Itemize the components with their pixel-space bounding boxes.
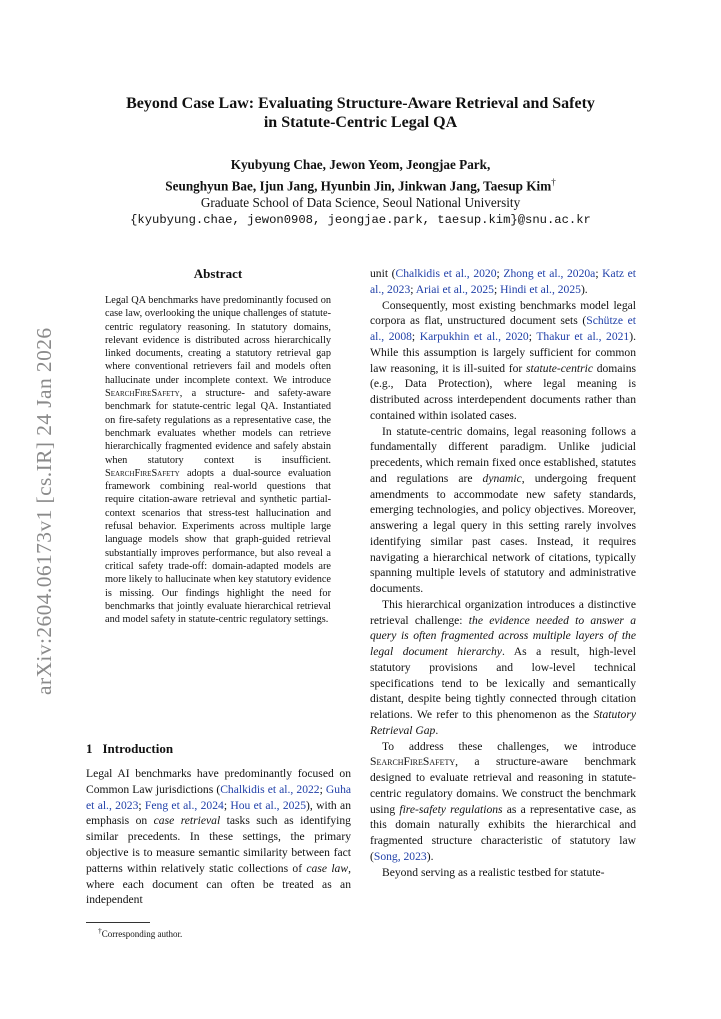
body-text: ;: [223, 798, 231, 812]
abstract-heading: Abstract: [193, 266, 243, 281]
body-text: . As a result, high-level statutory provisions and low-level technical specifications tend to be lexically and semantically distant, despite being tightly connected through citation relations. We refer to this phenomenon as the: [370, 645, 636, 721]
emphasis-text: case law: [306, 861, 349, 875]
abstract-text-3: adopts a dual-source evaluation framework combining real-world questions that require citation-aware retrieval and synthetic partial-context scenarios that stress-test hallucination and refusal behavior. Experiments across multiple large language models show that graph-guided retrieval substantially improves performance, but also reveal a critical safety trade-off: domain-adapted models are more likely to hallucinate when key statutory evidence is missing. Our findings highlight the need for benchmarks that jointly evaluate hierarchical retrieval and model safety in statute-centric regulatory settings.: [105, 467, 331, 626]
body-text: ;: [319, 782, 326, 796]
citation-link[interactable]: Chalkidis et al., 2020: [395, 267, 497, 280]
body-text: ). While this assumption is largely sufficient for common law reasoning, it is ill-suited for: [370, 330, 636, 375]
paragraph: [370, 424, 636, 597]
body-text: ), with an emphasis on: [86, 798, 351, 828]
section-title: Introduction: [102, 741, 174, 756]
body-text: domains (e.g., Data Protection), where legal meaning is distributed across interdependent documents rather than contained within isolated cases.: [370, 361, 637, 422]
paragraph: [370, 597, 636, 739]
abstract-text-1: Legal QA benchmarks have predominantly focused on case law, overlooking the unique challenges of statute-centric regulatory reasoning. In statutory domains, relevant evidence is distributed across hierarchically linked documents, creating a statutory retrieval gap where conventional retrievers fail and models often hallucinate under incomplete context. We introduce: [105, 295, 331, 386]
arxiv-sidebar: [12, 300, 56, 700]
affiliation: Graduate School of Data Science, Seoul National University: [200, 195, 521, 211]
footnote-rule: [86, 922, 150, 923]
body-text: Beyond serving as a realistic testbed for statute-: [382, 865, 605, 879]
author-block: [90, 156, 631, 229]
paragraph: [370, 739, 636, 865]
body-text: ;: [410, 282, 416, 296]
emphasis-text: fire-safety regulations: [399, 802, 503, 816]
body-text: ;: [493, 282, 501, 296]
citation-link[interactable]: Ariai et al., 2025: [415, 282, 494, 296]
benchmark-name: SearchFireSafety: [105, 388, 180, 400]
citation-link[interactable]: Thakur et al., 2021: [536, 330, 630, 343]
abstract-body: [105, 294, 331, 626]
citation-link[interactable]: Katz et al., 2023: [370, 267, 637, 296]
body-text: ).: [580, 282, 588, 296]
intro-right-column: [370, 266, 636, 880]
citation-link[interactable]: Chalkidis et al., 2022: [220, 782, 320, 796]
body-text: ).: [426, 849, 434, 863]
citation-link[interactable]: Schütze et al., 2008: [370, 314, 636, 343]
citation-link[interactable]: Guha et al., 2023: [86, 782, 352, 812]
abstract-text-2: , a structure- and safety-aware benchmark for statute-centric legal QA. Instantiated on fire-safety regulations as a representative case, the benchmark evaluates whether models can retrieve hierarchically fragmented evidence and safely abstain when statutory context is insufficient.: [105, 388, 331, 466]
benchmark-name: SearchFireSafety: [370, 755, 456, 769]
emphasis-text: statute-centric: [526, 361, 593, 375]
body-text: unit (: [370, 267, 396, 280]
body-text: This hierarchical organization introduces a distinctive retrieval challenge:: [370, 597, 636, 627]
body-text: as a representative case, as this domain naturally exhibits the hierarchical and fragmented structure characteristic of statutory law (: [370, 802, 636, 863]
citation-link[interactable]: Feng et al., 2024: [144, 798, 224, 812]
footnote: [98, 926, 182, 939]
body-text: ;: [528, 330, 537, 343]
title-line-2: in Statute-Centric Legal QA: [263, 114, 458, 131]
body-text: tasks such as identifying similar precedents. In these settings, the primary objective is to measure semantic similarity between fact patterns within relatively static collections of: [86, 814, 351, 875]
paragraph: [370, 266, 636, 298]
citation-link[interactable]: Hou et al., 2025: [230, 798, 307, 812]
author-emails: {kyubyung.chae, jewon0908, jeongjae.park, taesup.kim}@snu.ac.kr: [130, 212, 591, 227]
paper-title: [90, 94, 631, 132]
authors-line-2-text: Seunghyun Bae, Ijun Jang, Hyunbin Jin, Jinkwan Jang, Taesup Kim: [165, 177, 552, 193]
emphasis-text: dynamic: [482, 471, 522, 485]
body-text: ;: [411, 330, 420, 343]
citation-link[interactable]: Hindi et al., 2025: [500, 282, 581, 296]
citation-link[interactable]: Zhong et al., 2020a: [503, 267, 596, 280]
section-heading-introduction: [86, 741, 173, 757]
footnote-text: Corresponding author.: [101, 929, 183, 939]
paragraph: [370, 298, 636, 424]
authors-line-2: [90, 174, 631, 195]
emphasis-text: Statutory Retrieval Gap: [370, 708, 636, 737]
body-text: ;: [496, 267, 504, 280]
footnote-mark: †: [98, 926, 102, 935]
authors-line-1: Kyubyung Chae, Jewon Yeom, Jeongjae Park,: [230, 157, 491, 172]
body-text: ;: [138, 798, 145, 812]
body-text: ;: [595, 267, 603, 280]
body-text: , undergoing frequent amendments to accommodate new safety standards, emerging technologies, and policy objectives. Moreover, answering a legal query in this setting rarely involves identifying similar past cases. Instead, it requires navigating a hierarchical network of citations, typically spanning multiple levels of statutory and administrative documents.: [370, 471, 636, 595]
corresponding-dagger: †: [551, 176, 556, 187]
emphasis-text: the evidence needed to answer a query is often fragmented across multiple layers of the legal document hierarchy: [370, 613, 636, 658]
body-text: To address these challenges, we introduce: [382, 739, 636, 753]
citation-link[interactable]: Song, 2023: [373, 849, 427, 863]
body-text: Legal AI benchmarks have predominantly focused on Common Law jurisdictions (: [86, 767, 351, 796]
body-text: , a structure-aware benchmark designed to evaluate retrieval and reasoning in statute-centric regulatory domains. We construct the benchmark using: [370, 755, 636, 816]
arxiv-identifier: arXiv:2604.06173v1 [cs.IR] 24 Jan 2026: [32, 327, 56, 695]
emphasis-text: case retrieval: [153, 814, 221, 828]
body-text: Consequently, most existing benchmarks model legal corpora as flat, unstructured document sets (: [370, 298, 636, 328]
title-line-1: Beyond Case Law: Evaluating Structure-Aware Retrieval and Safety: [126, 95, 595, 112]
body-text: In statute-centric domains, legal reasoning follows a fundamentally different paradigm. Unlike judicial precedents, which remain fixed once established, statutes and regulations are: [370, 424, 636, 485]
benchmark-name: SearchFireSafety: [105, 467, 180, 479]
intro-left-column: [86, 766, 351, 908]
section-number: 1: [86, 741, 93, 756]
body-text: , where each document can often be treated as an independent: [86, 861, 351, 907]
body-text: .: [435, 723, 439, 737]
paragraph: [370, 865, 636, 881]
citation-link[interactable]: Karpukhin et al., 2020: [419, 330, 529, 343]
